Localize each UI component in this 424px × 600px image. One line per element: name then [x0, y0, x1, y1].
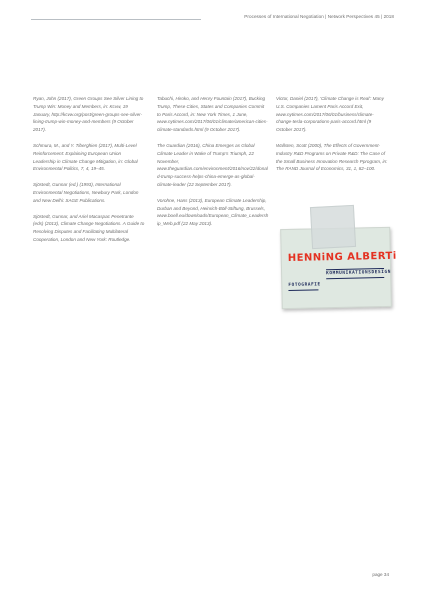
reference-entry: Sjöstedt, Gunnar, and Ariel Macaspac Penetrante (eds) (2013), Climate Change Negotiations. A Guide to Resolving Disputes and Facilitating Multilateral Cooperation, London and New York: Routledge.	[33, 213, 145, 242]
running-header: Processes of International Negotiation | Network Perspectives 45 | 2018	[244, 14, 394, 19]
reference-entry: Schmura, M., and Y. Tiberghien (2017), Multi-Level Reinforcement: Explaining European Union Leadership in Climate Change Mitigation, in: Global Environmental Politics, 7, 4, 19–45.	[33, 142, 138, 172]
reference-entry: Victor, Daniel (2017), 'Climate Change is Real': Many U.S. Companies Lament Paris Accord Exit, www.nytimes.com/2017/06/01/business/climate-change-tesla-corporations-paris-accord.html (9 October 2017).	[276, 96, 384, 133]
reference-entry: The Guardian (2016), China Emerges as Global Climate Leader in Wake of Trump's Triumph, 22 November, www.theguardian.com/environment/2016/nov/22/donald-trump-success-helps-china-emerge-as-global-climate-leader (22 September 2017).	[157, 142, 268, 187]
advertisement-card	[281, 220, 397, 305]
reference-entry: Wallsten, Scott (2000), The Effects of Government-Industry R&D Programs on Private R&D: The Case of the Small Business Innovation Research Pprogram, in: The RAND Journal of Economics, 31, 1, 82–100.	[276, 142, 388, 172]
references-column-3	[276, 95, 388, 181]
references-column-2	[157, 95, 269, 236]
reference-entry: Tabuchi, Hiroko, and Henry Fountain (2017), Bucking Trump, These Cities, States and Companies Commit to Paris Accord, in: New York Times, 1 June, www.nytimes.com/2017/06/01/climate/american-cities-climate-standards.html (9 October 2017).	[157, 96, 268, 133]
page-number: page 34	[372, 572, 389, 577]
ad-divider-bottom	[288, 289, 318, 291]
ad-tagline-photo: FOTOGRAFIE	[288, 282, 321, 289]
reference-entry: Sjöstedt, Gunnar (ed.) (1993), International Environmental Negotiations, Newbury Park, London and New Delhi: SAGE Publications.	[33, 182, 139, 203]
header-rule	[31, 19, 201, 20]
tape-strip-icon	[310, 205, 356, 249]
ad-logo-name: HENNiNG ALBERTi	[287, 250, 397, 265]
ad-divider-middle	[326, 277, 384, 279]
reference-entry: Ryan, John (2017), Green Groups See Silver Lining to Trump Win: Money and Members, in: Kcvw, 19 January, http://kcvw.org/post/green-groups-see-silver-lining-trump-win-money-and-members (9 October 2017).	[33, 96, 144, 133]
references-column-1	[33, 95, 145, 252]
ad-tagline-design: KOMMUNIKATIONSDESIGN	[326, 269, 392, 277]
reference-entry: Vorohne, Hans (2013), European Climate Leadership, Durban and Beyond, Heinrich-Böll-Stiftung, Brussels, www.boell.eu/downloads/European_Climate_Leadership_Web.pdf (22 May 2013).	[157, 197, 269, 227]
